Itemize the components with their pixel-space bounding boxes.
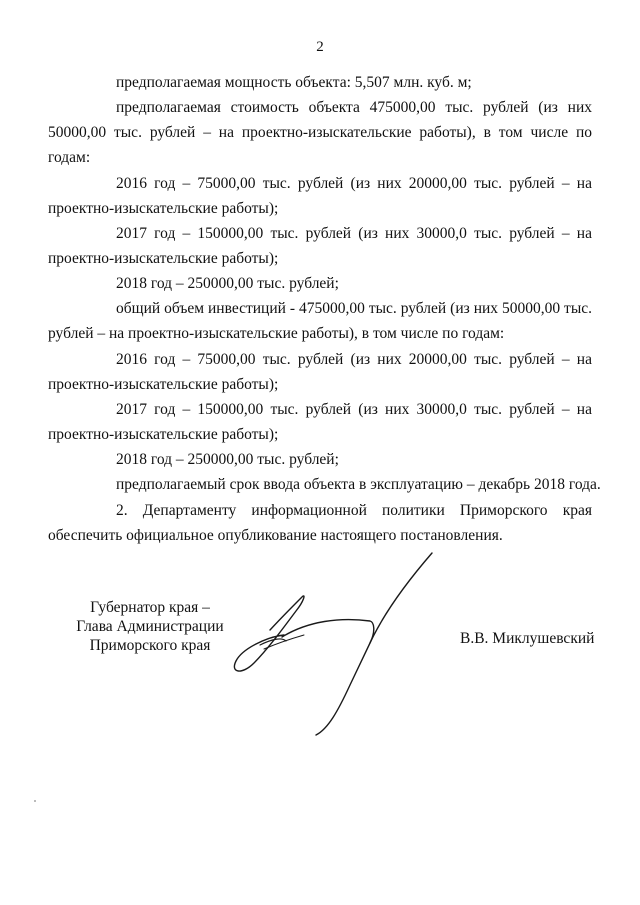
signatory-title-line: Глава Администрации — [76, 618, 224, 635]
body-line: 2017 год – 150000,00 тыс. рублей (из них 30000,0 тыс. рублей – на — [116, 225, 592, 242]
body-line: годам: — [48, 149, 91, 166]
signatory-name: В.В. Миклушевский — [460, 630, 595, 647]
body-line: рублей – на проектно-изыскательские работы), в том числе по годам: — [48, 325, 505, 342]
body-line: 2016 год – 75000,00 тыс. рублей (из них 20000,00 тыс. рублей – на — [116, 351, 592, 368]
body-line: 2017 год – 150000,00 тыс. рублей (из них 30000,0 тыс. рублей – на — [116, 401, 592, 418]
signatory-title-line: Губернатор края – — [90, 599, 210, 616]
page-number: 2 — [316, 39, 324, 55]
body-line: проектно-изыскательские работы); — [48, 250, 279, 267]
body-line: предполагаемая стоимость объекта 475000,00 тыс. рублей (из них — [116, 99, 592, 116]
scan-speck — [34, 800, 36, 802]
signatory-title — [60, 598, 240, 655]
body-line: обеспечить официальное опубликование настоящего постановления. — [48, 527, 503, 544]
body-line: проектно-изыскательские работы); — [48, 426, 279, 443]
body-line: 2018 год – 250000,00 тыс. рублей; — [116, 275, 339, 292]
body-line: 2018 год – 250000,00 тыс. рублей; — [116, 451, 339, 468]
body-line: проектно-изыскательские работы); — [48, 376, 279, 393]
body-line: 2. Департаменту информационной политики Приморского края — [116, 502, 592, 519]
body-line: 50000,00 тыс. рублей – на проектно-изыскательские работы), в том числе по — [48, 124, 592, 141]
body-line: предполагаемая мощность объекта: 5,507 млн. куб. м; — [116, 74, 472, 91]
handwritten-signature — [220, 545, 440, 745]
body-line: 2016 год – 75000,00 тыс. рублей (из них 20000,00 тыс. рублей – на — [116, 175, 592, 192]
signatory-title-line: Приморского края — [89, 637, 211, 654]
body-line: общий объем инвестиций - 475000,00 тыс. рублей (из них 50000,00 тыс. — [116, 300, 592, 317]
body-line: предполагаемый срок ввода объекта в эксплуатацию – декабрь 2018 года. — [116, 476, 601, 493]
body-line: проектно-изыскательские работы); — [48, 200, 279, 217]
